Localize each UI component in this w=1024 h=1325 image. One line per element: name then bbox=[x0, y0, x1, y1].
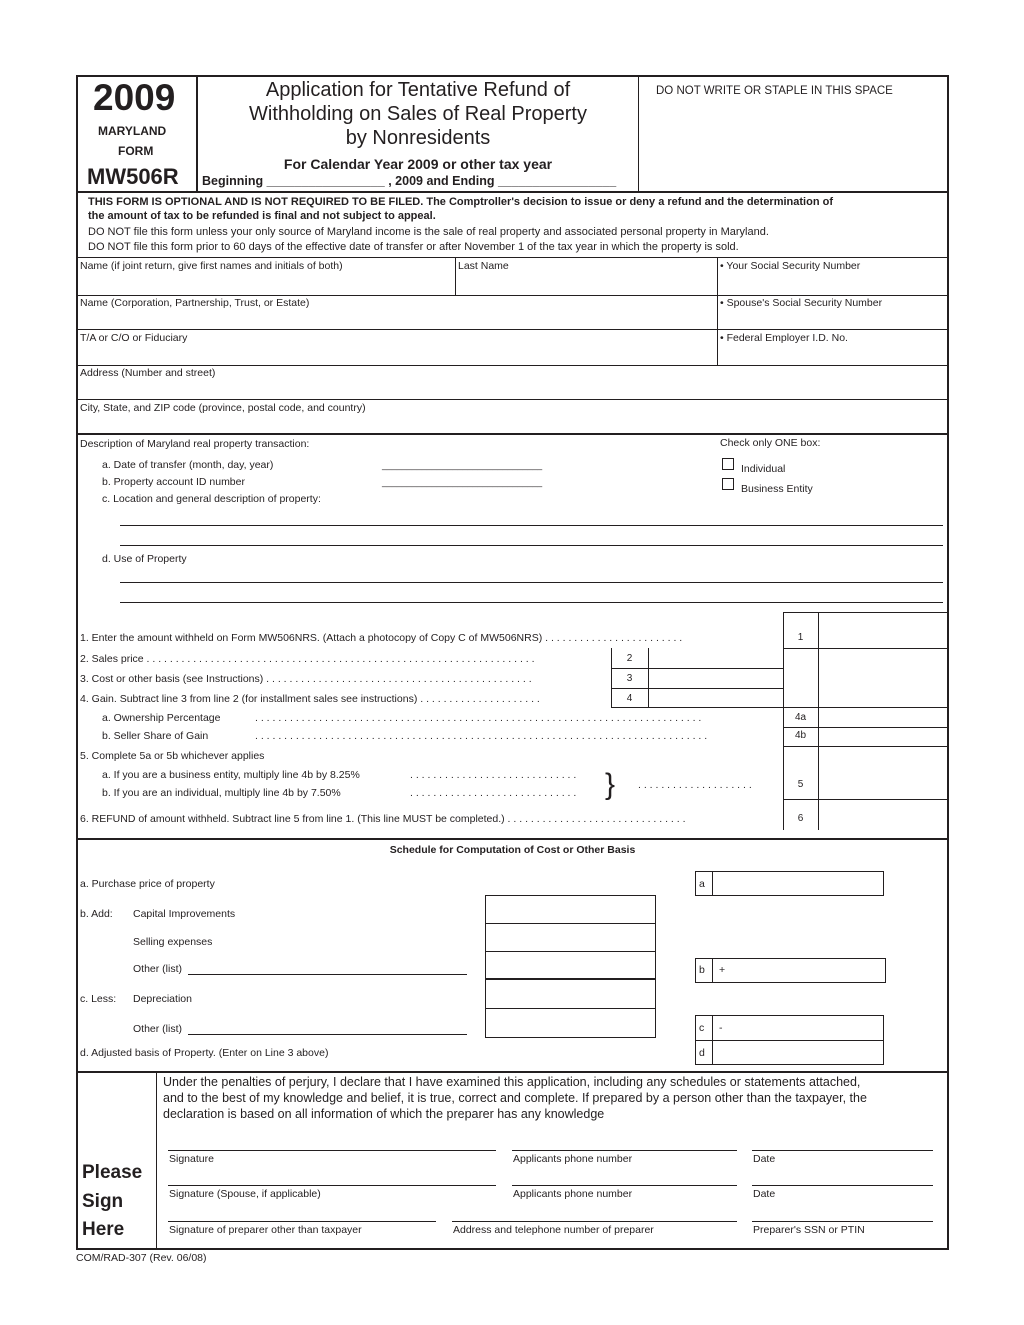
line3-amount[interactable] bbox=[649, 669, 782, 688]
depreciation-label: Depreciation bbox=[133, 993, 192, 1005]
rule bbox=[76, 1071, 949, 1073]
line6-label: 6. REFUND of amount withheld. Subtract line 5 from line 1. (This line MUST be completed.) . . . . . . . . . . . . . . . . . . . . . . . . . . . . . . . bbox=[80, 813, 686, 825]
rule bbox=[485, 951, 656, 952]
here-label: Here bbox=[82, 1219, 125, 1240]
notice-line3: DO NOT file this form unless your only source of Maryland income is the sale of real property and associated personal property in Maryland. bbox=[88, 226, 769, 238]
date-transfer-label: a. Date of transfer (month, day, year) bbox=[102, 459, 274, 471]
rule bbox=[717, 257, 718, 365]
minus-sign: - bbox=[719, 1022, 723, 1034]
date-label: Date bbox=[753, 1153, 776, 1165]
line5b-label: b. If you are an individual, multiply line 4b by 7.50% bbox=[102, 787, 341, 799]
box-d-label: d bbox=[699, 1047, 705, 1059]
property-id-input[interactable]: ________________________________ bbox=[382, 477, 543, 487]
spouse-signature-label: Signature (Spouse, if applicable) bbox=[169, 1188, 321, 1200]
rule bbox=[76, 257, 949, 258]
rule bbox=[455, 257, 456, 295]
preparer-ptin-label: Preparer's SSN or PTIN bbox=[753, 1224, 865, 1236]
please-label: Please bbox=[82, 1162, 143, 1183]
rule bbox=[76, 329, 949, 330]
form-word: FORM bbox=[118, 144, 154, 158]
line4-number: 4 bbox=[626, 693, 633, 704]
line4a-amount[interactable] bbox=[819, 708, 948, 727]
rule bbox=[485, 1008, 656, 1009]
line2-label: 2. Sales price . . . . . . . . . . . . . . . . . . . . . . . . . . . . . . . . . . . . . . . . . . . . . . . . . . . . . . . . . . . . . . . . . . . bbox=[80, 653, 535, 665]
line4b-number: 4b bbox=[794, 730, 807, 741]
line4-amount[interactable] bbox=[649, 689, 782, 707]
purchase-price-box[interactable] bbox=[695, 871, 884, 896]
business-checkbox[interactable] bbox=[722, 478, 734, 490]
selling-expenses-label: Selling expenses bbox=[133, 936, 213, 948]
line4a-number: 4a bbox=[794, 712, 807, 723]
sign-label: Sign bbox=[82, 1191, 124, 1212]
date-transfer-input[interactable]: ________________________________ bbox=[382, 460, 543, 470]
location-line-1[interactable] bbox=[120, 525, 943, 526]
rule bbox=[783, 648, 949, 649]
header-bottom-rule bbox=[76, 191, 949, 193]
line4-label: 4. Gain. Subtract line 3 from line 2 (for installment sales see instructions) . . . . . . . . . . . . . . . . . . . . . bbox=[80, 693, 540, 705]
line3-number: 3 bbox=[626, 673, 633, 684]
other-add-line[interactable] bbox=[188, 974, 467, 975]
property-id-label: b. Property account ID number bbox=[102, 476, 245, 488]
spouse-ssn-field[interactable]: • Spouse's Social Security Number bbox=[720, 297, 883, 309]
line5-dots: . . . . . . . . . . . . . . . . . . . . bbox=[638, 779, 752, 791]
description-heading: Description of Maryland real property transaction: bbox=[80, 438, 310, 450]
purchase-price-label: a. Purchase price of property bbox=[80, 878, 215, 890]
individual-checkbox[interactable] bbox=[722, 458, 734, 470]
preparer-address-line[interactable] bbox=[452, 1221, 737, 1222]
line2-amount[interactable] bbox=[649, 649, 782, 668]
state-label: MARYLAND bbox=[98, 124, 167, 138]
notice-line2: the amount of tax to be refunded is final and not subject to appeal. bbox=[88, 210, 436, 222]
schedule-title: Schedule for Computation of Cost or Other Basis bbox=[389, 844, 636, 856]
rule bbox=[611, 707, 783, 708]
spouse-date-label: Date bbox=[753, 1188, 776, 1200]
last-name-field[interactable]: Last Name bbox=[458, 260, 509, 272]
preparer-signature-line[interactable] bbox=[168, 1221, 436, 1222]
other-add-label: Other (list) bbox=[133, 963, 183, 975]
notice-line4: DO NOT file this form prior to 60 days of the effective date of transfer or after November 1 of the tax year in which the property is sold. bbox=[88, 241, 739, 253]
line6-number: 6 bbox=[797, 813, 804, 824]
check-one-label: Check only ONE box: bbox=[720, 437, 821, 449]
spouse-phone-label: Applicants phone number bbox=[513, 1188, 633, 1200]
form-code: COM/RAD-307 (Rev. 06/08) bbox=[76, 1252, 207, 1264]
signature-label: Signature bbox=[169, 1153, 214, 1165]
capital-improvements-label: Capital Improvements bbox=[133, 908, 236, 920]
line5-amount[interactable] bbox=[819, 747, 948, 799]
perjury-line2: and to the best of my knowledge and belief, it is true, correct and complete. If prepared by a person other than the taxpayer, the bbox=[163, 1091, 867, 1105]
rule bbox=[156, 1071, 157, 1250]
use-label: d. Use of Property bbox=[102, 553, 187, 565]
rule bbox=[485, 923, 656, 924]
spouse-date-line[interactable] bbox=[752, 1185, 933, 1186]
line5-brace: } bbox=[605, 768, 616, 801]
line2-number: 2 bbox=[626, 653, 633, 664]
form-id: MW506R bbox=[87, 164, 179, 189]
header-divider-right bbox=[638, 75, 639, 191]
tax-year-range[interactable]: Beginning _________________ , 2009 and Ending _________________ bbox=[202, 174, 617, 188]
line5-number: 5 bbox=[797, 779, 804, 790]
form-title-line2: Withholding on Sales of Real Property bbox=[249, 103, 587, 125]
line4b-dots: . . . . . . . . . . . . . . . . . . . . . . . . . . . . . . . . . . . . . . . . . . . . . . . . . . . . . . . . . . . . . . . . . . . . . . . . . . . . . . bbox=[255, 730, 708, 742]
box-c-label: c bbox=[699, 1022, 705, 1034]
box-a-label: a bbox=[699, 878, 705, 890]
individual-label: Individual bbox=[741, 463, 786, 475]
adjusted-basis-label: d. Adjusted basis of Property. (Enter on Line 3 above) bbox=[80, 1047, 329, 1059]
perjury-line3: declaration is based on all information of which the preparer has any knowledge bbox=[163, 1107, 605, 1121]
line6-amount[interactable] bbox=[819, 800, 948, 830]
rule bbox=[76, 399, 949, 400]
line4b-amount[interactable] bbox=[819, 728, 948, 746]
fein-field[interactable]: • Federal Employer I.D. No. bbox=[720, 332, 848, 344]
form-title-line1: Application for Tentative Refund of bbox=[265, 79, 571, 101]
do-not-write-label: DO NOT WRITE OR STAPLE IN THIS SPACE bbox=[656, 85, 893, 97]
signature-line[interactable] bbox=[168, 1150, 496, 1151]
location-line-2[interactable] bbox=[120, 545, 943, 546]
use-line-1[interactable] bbox=[120, 582, 943, 583]
form-year: 2009 bbox=[93, 77, 176, 118]
line5-label: 5. Complete 5a or 5b whichever applies bbox=[80, 750, 265, 762]
location-label: c. Location and general description of property: bbox=[102, 493, 321, 505]
date-line[interactable] bbox=[752, 1150, 933, 1151]
add-label: b. Add: bbox=[80, 908, 113, 920]
corp-name-field[interactable]: Name (Corporation, Partnership, Trust, or Estate) bbox=[80, 297, 310, 309]
less-label: c. Less: bbox=[80, 993, 117, 1005]
calendar-year: For Calendar Year 2009 or other tax year bbox=[283, 156, 553, 172]
line4a-dots: . . . . . . . . . . . . . . . . . . . . . . . . . . . . . . . . . . . . . . . . . . . . . . . . . . . . . . . . . . . . . . . . . . . . . . . . . . . . . bbox=[255, 712, 702, 724]
rule bbox=[76, 838, 949, 840]
spouse-phone-line[interactable] bbox=[512, 1185, 737, 1186]
phone-label: Applicants phone number bbox=[513, 1153, 633, 1165]
line1-number: 1 bbox=[797, 632, 804, 643]
other-less-line[interactable] bbox=[188, 1034, 467, 1035]
preparer-address-label: Address and telephone number of preparer bbox=[453, 1224, 654, 1236]
perjury-line1: Under the penalties of perjury, I declare that I have examined this application, including any schedules or statements attached, bbox=[163, 1075, 861, 1089]
rule bbox=[695, 1040, 884, 1041]
line5a-label: a. If you are a business entity, multiply line 4b by 8.25% bbox=[102, 769, 360, 781]
line4b-label: b. Seller Share of Gain bbox=[102, 730, 209, 742]
header-divider-left bbox=[196, 75, 198, 191]
rule bbox=[712, 958, 713, 983]
add-items-box[interactable] bbox=[485, 895, 656, 979]
plus-sign: + bbox=[719, 964, 726, 976]
line3-label: 3. Cost or other basis (see Instructions) . . . . . . . . . . . . . . . . . . . . . . . . . . . . . . . . . . . . . . . . . . . . . . bbox=[80, 673, 532, 685]
form-title-line3: by Nonresidents bbox=[345, 127, 491, 149]
use-line-2[interactable] bbox=[120, 602, 943, 603]
notice-line1: THIS FORM IS OPTIONAL AND IS NOT REQUIRED TO BE FILED. The Comptroller's decision to issue or deny a refund and the determination of bbox=[88, 196, 833, 208]
line5b-dots: . . . . . . . . . . . . . . . . . . . . . . . . . . . . . bbox=[410, 787, 577, 799]
line1-amount[interactable] bbox=[819, 613, 948, 648]
fiduciary-field[interactable]: T/A or C/O or Fiduciary bbox=[80, 332, 188, 344]
line4a-label: a. Ownership Percentage bbox=[102, 712, 221, 724]
address-field[interactable]: Address (Number and street) bbox=[80, 367, 216, 379]
preparer-ptin-line[interactable] bbox=[752, 1221, 933, 1222]
rule bbox=[76, 365, 949, 366]
phone-line[interactable] bbox=[512, 1150, 737, 1151]
rule bbox=[76, 433, 949, 435]
spouse-signature-line[interactable] bbox=[168, 1185, 496, 1186]
city-field[interactable]: City, State, and ZIP code (province, postal code, and country) bbox=[80, 402, 366, 414]
your-ssn-field[interactable]: • Your Social Security Number bbox=[720, 260, 861, 272]
rule bbox=[712, 871, 713, 896]
name-first-field[interactable]: Name (if joint return, give first names and initials of both) bbox=[80, 260, 343, 272]
other-less-label: Other (list) bbox=[133, 1023, 183, 1035]
business-label: Business Entity bbox=[741, 483, 813, 495]
rule bbox=[76, 295, 949, 296]
line5a-dots: . . . . . . . . . . . . . . . . . . . . . . . . . . . . . bbox=[410, 769, 577, 781]
box-b-label: b bbox=[699, 964, 705, 976]
line1-label: 1. Enter the amount withheld on Form MW506NRS. (Attach a photocopy of Copy C of MW506NRS) . . . . . . . . . . . . . . . . . . . . . . . . bbox=[80, 632, 683, 644]
preparer-signature-label: Signature of preparer other than taxpayer bbox=[169, 1224, 362, 1236]
